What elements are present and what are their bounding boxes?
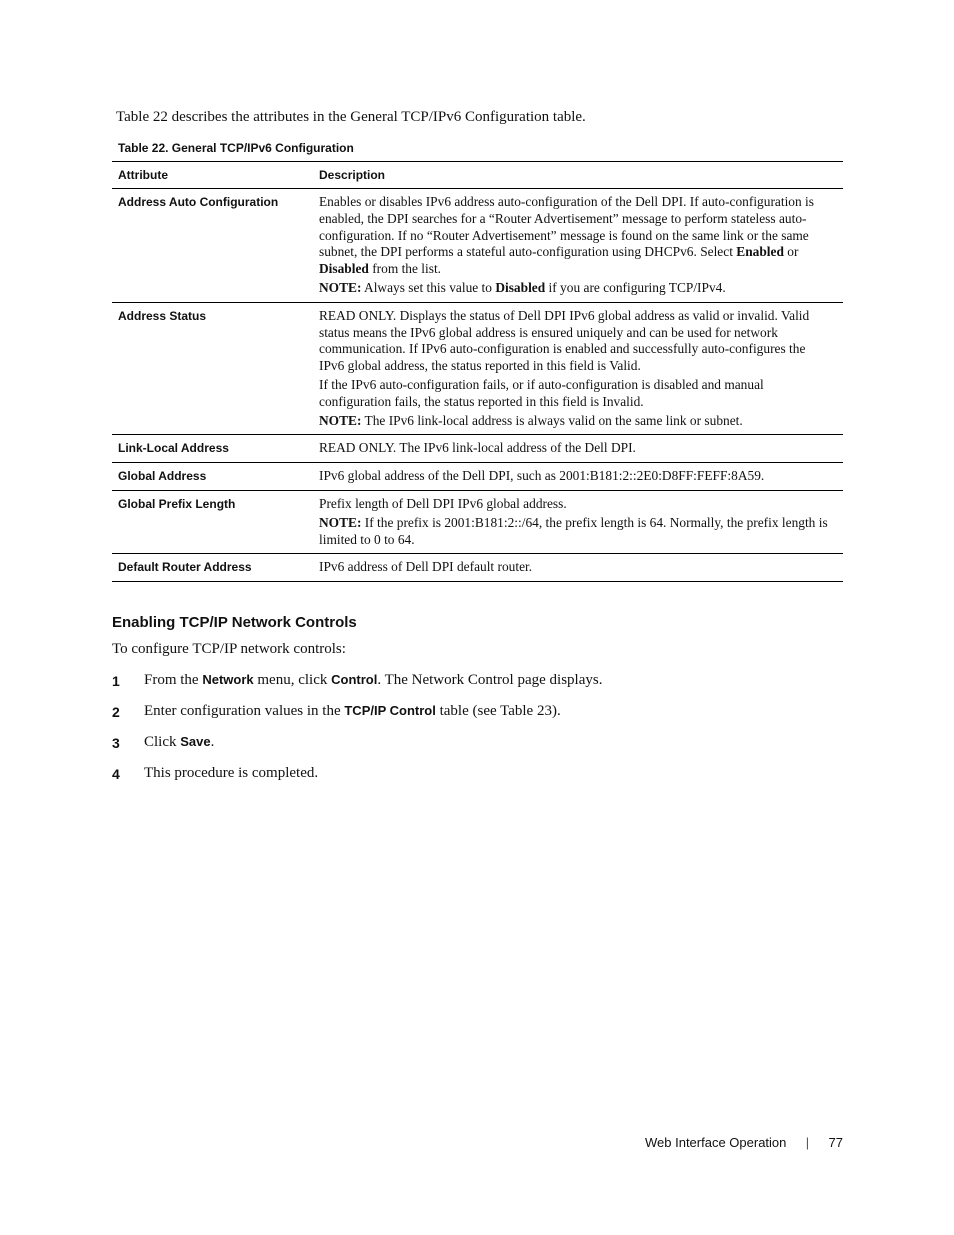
header-description: Description [319,168,386,182]
row-description [313,435,843,462]
text-span: The IPv6 link-local address is always valid on the same link or subnet. [361,412,743,428]
step-item [112,765,318,782]
step-text [144,672,602,689]
step-text [144,734,214,751]
step-number: 4 [112,766,120,782]
table-row [112,554,843,582]
text-span: Enter configuration values in the [144,703,345,719]
text-span: Always set this value to [361,279,496,295]
row-attribute: Global Prefix Length [118,496,236,511]
step-text: This procedure is completed. [144,765,319,781]
table-row [112,435,843,463]
note-paragraph [319,413,831,430]
text-span: menu, click [253,672,332,688]
table-row [112,189,843,303]
enabled-option-text: Enabled [736,244,784,260]
section-lead: To configure TCP/IP network controls: [112,641,346,657]
note-label: NOTE: [319,412,362,428]
header-attribute: Attribute [118,168,168,182]
description-paragraph: IPv6 address of Dell DPI default router. [319,559,533,575]
note-label: NOTE: [319,279,362,295]
row-description [313,189,843,302]
page-number: 77 [828,1135,843,1150]
description-paragraph: READ ONLY. The IPv6 link-local address of the Dell DPI. [319,440,636,456]
description-paragraph: READ ONLY. Displays the status of Dell DPI IPv6 global address as valid or invalid. Valid status means the IPv6 global address is ensured uniquely and can be used for network communication. If IPv6 auto-configuration is enabled and successfully auto-configures the IPv6 global address, the status reported in this field is Valid. [319,307,810,374]
config-table [112,161,843,582]
table-keyword: TCP/IP Control [344,703,436,718]
text-span: from the list. [368,261,442,277]
step-number: 2 [112,704,120,720]
table-header-row [112,162,843,189]
description-paragraph: IPv6 global address of the Dell DPI, such as 2001:B181:2::2E0:D8FF:FEFF:8A59. [319,468,765,484]
table-row [112,491,843,554]
text-span: . [210,734,215,750]
text-span: . The Network Control page displays. [377,672,603,688]
note-label: NOTE: [319,514,362,530]
menu-keyword: Control [331,672,378,687]
footer-label: Web Interface Operation [645,1135,787,1150]
section-title: Enabling TCP/IP Network Controls [112,614,357,631]
description-paragraph: If the IPv6 auto-configuration fails, or if auto-configuration is disabled and manual configuration fails, the status reported in this field is Invalid. [319,376,764,409]
step-item [112,734,214,751]
disabled-option-text: Disabled [495,279,546,295]
description-paragraph: Prefix length of Dell DPI IPv6 global address. [319,495,567,511]
note-paragraph [319,280,831,297]
menu-keyword: Network [202,672,254,687]
text-span: table (see Table 23). [435,703,561,719]
step-item [112,672,602,689]
text-span: Enables or disables IPv6 address auto-configuration of the Dell DPI. If auto-configuration is enabled, the DPI searches for a “Router Advertisement” message to perform stateless auto-configuration. If no “Router Advertisement” message is found on the same link or the same subnet, the DPI performs a stateful auto-configuration using DHCPv6. Select [319,194,814,260]
row-attribute: Global Address [118,469,207,484]
text-span: if you are configuring TCP/IPv4. [545,279,726,295]
intro-paragraph: Table 22 describes the attributes in the General TCP/IPv6 Configuration table. [116,109,586,125]
note-paragraph [319,515,831,549]
text-span: From the [144,672,203,688]
step-text [144,703,561,720]
table-row [112,463,843,491]
description-paragraph [319,194,831,278]
row-description [313,463,843,490]
row-description [313,491,843,553]
row-attribute: Default Router Address [118,560,252,575]
table-row [112,303,843,436]
row-attribute: Link-Local Address [118,441,229,456]
step-number: 3 [112,735,120,751]
step-number: 1 [112,673,120,689]
text-span: or [783,244,799,260]
table-caption: Table 22. General TCP/IPv6 Configuration [118,141,354,155]
row-attribute: Address Status [118,308,207,323]
disabled-option-text: Disabled [319,261,369,277]
button-keyword: Save [180,734,211,749]
row-description [313,554,843,581]
row-description [313,303,843,435]
text-span: If the prefix is 2001:B181:2::/64, the prefix length is 64. Normally, the prefix length is limited to 0 to 64. [319,514,828,547]
page-footer [645,1135,843,1150]
text-span: Click [144,734,181,750]
step-item [112,703,561,720]
footer-separator: | [805,1135,810,1150]
row-attribute: Address Auto Configuration [118,195,279,209]
